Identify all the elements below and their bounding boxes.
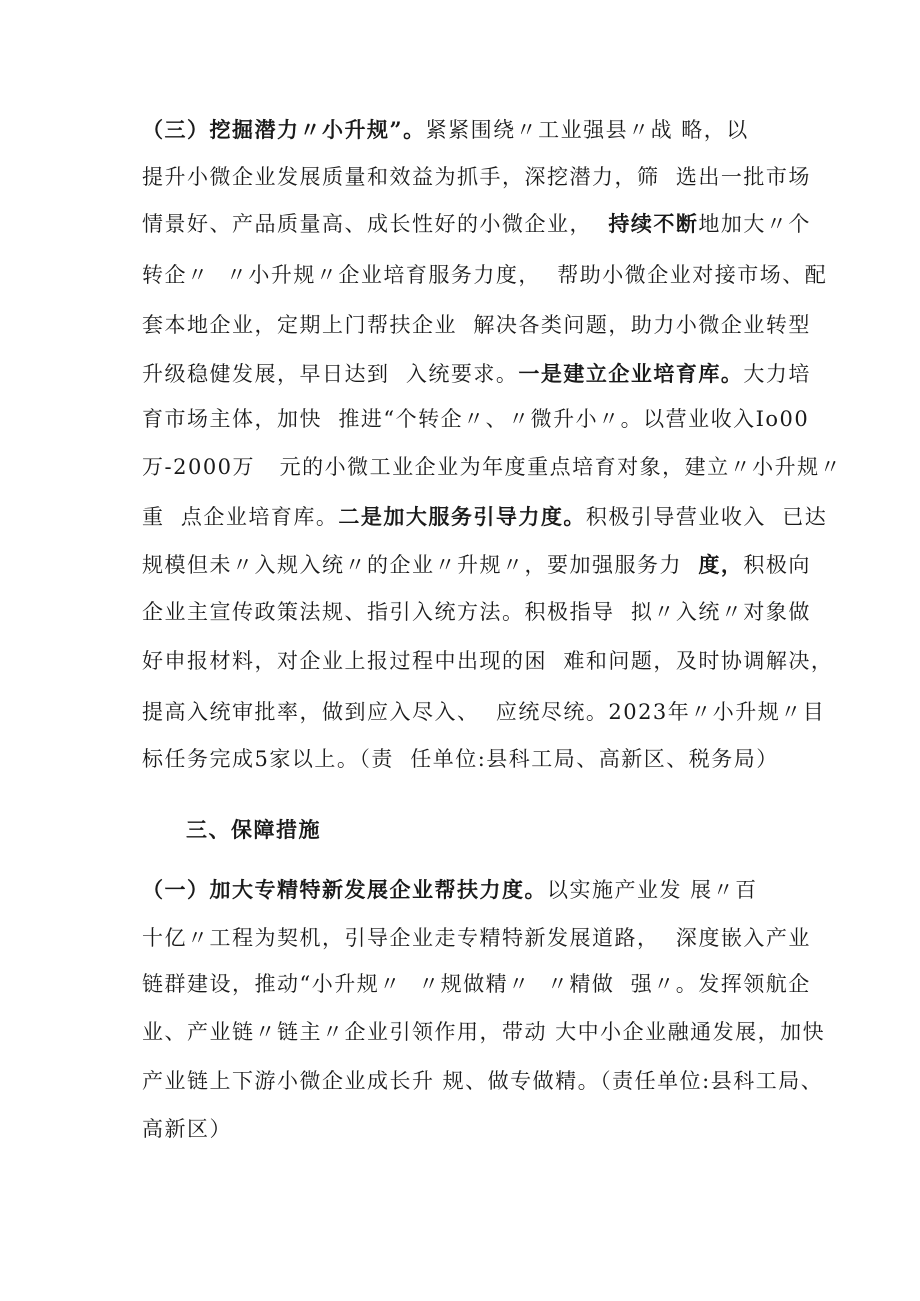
bold-text: 二是加大服务引导力度。 <box>338 504 586 529</box>
body-text: 积极引导营业收入 已达 <box>585 505 828 529</box>
bold-text: （三）挖掘潜力〃小升规”。 <box>142 117 426 142</box>
body-text: 紧紧围绕〃工业强县〃战 略，以 <box>425 118 749 142</box>
text-line <box>142 597 822 627</box>
body-text: 积极向 <box>743 553 811 577</box>
text-line <box>142 1114 822 1144</box>
body-text: 提高入统审批率，做到应入尽入、 应统尽统。2023年〃小升规〃目 <box>142 700 826 724</box>
text-line <box>142 502 828 532</box>
text-line <box>142 260 828 290</box>
text-line <box>142 744 822 774</box>
bold-text: （一）加大专精特新发展企业帮扶力度。 <box>142 877 547 902</box>
section-heading <box>186 815 866 845</box>
bold-text: 一是建立企业培育库。 <box>518 361 744 386</box>
text-line <box>142 162 822 192</box>
text-line <box>142 404 822 434</box>
text-line <box>142 969 822 999</box>
text-line <box>142 452 843 482</box>
body-text: 大力培 <box>743 362 811 386</box>
text-line <box>142 359 822 389</box>
bold-text: 三、保障措施 <box>186 817 321 842</box>
text-line <box>142 1066 822 1096</box>
body-text: 标任务完成5家以上。（责 任单位:县科工局、高新区、税务局） <box>142 747 779 771</box>
body-text: 产业链上下游小微企业成长升 规、做专做精。（责任单位:县科工局、 <box>142 1069 824 1093</box>
text-line <box>142 550 822 580</box>
text-line <box>142 646 834 676</box>
text-line <box>142 115 822 145</box>
text-line <box>142 310 822 340</box>
body-text: 提升小微企业发展质量和效益为抓手，深挖潜力，筛 选出一批市场 <box>142 165 811 189</box>
bold-text: 度， <box>698 552 744 577</box>
body-text: 转企〃 〃小升规〃企业培育服务力度， 帮助小微企业对接市场、配 <box>142 263 828 287</box>
body-text: 育市场主体，加快 推进“个转企〃、〃微升小〃。以营业收入Io00 <box>142 407 810 431</box>
body-text: 地加大〃个 <box>698 212 811 236</box>
body-text: 升级稳健发展，早日达到 入统要求。 <box>142 362 519 386</box>
body-text: 规模但未〃入规入统〃的企业〃升规〃，要加强服务力 <box>142 553 699 577</box>
body-text: 情景好、产品质量高、成长性好的小微企业， <box>142 212 609 236</box>
body-text: 套本地企业，定期上门帮扶企业 解决各类问题，助力小微企业转型 <box>142 313 811 337</box>
body-text: 万-2000万 元的小微工业企业为年度重点培育对象，建立〃小升规〃 <box>142 455 843 479</box>
body-text: 好申报材料，对企业上报过程中出现的困 难和问题，及时协调解决， <box>142 649 834 673</box>
body-text: 重 点企业培育库。 <box>142 505 339 529</box>
bold-text: 持续不断 <box>608 211 699 236</box>
text-line <box>142 1017 826 1047</box>
text-line <box>142 923 822 953</box>
body-text: 链群建设，推动“小升规〃 〃规做精〃 〃精做 强〃。发挥领航企 <box>142 972 811 996</box>
body-text: 业、产业链〃链主〃企业引领作用，带动 大中小企业融通发展，加快 <box>142 1020 826 1044</box>
body-text: 以实施产业发 展〃百 <box>547 878 758 902</box>
body-text: 高新区） <box>142 1117 232 1141</box>
text-line <box>142 697 826 727</box>
body-text: 企业主宣传政策法规、指引入统方法。积极指导 拟〃入统〃对象做 <box>142 600 811 624</box>
text-line <box>142 875 822 905</box>
text-line <box>142 209 822 239</box>
body-text: 十亿〃工程为契机，引导企业走专精特新发展道路， 深度嵌入产业 <box>142 926 811 950</box>
